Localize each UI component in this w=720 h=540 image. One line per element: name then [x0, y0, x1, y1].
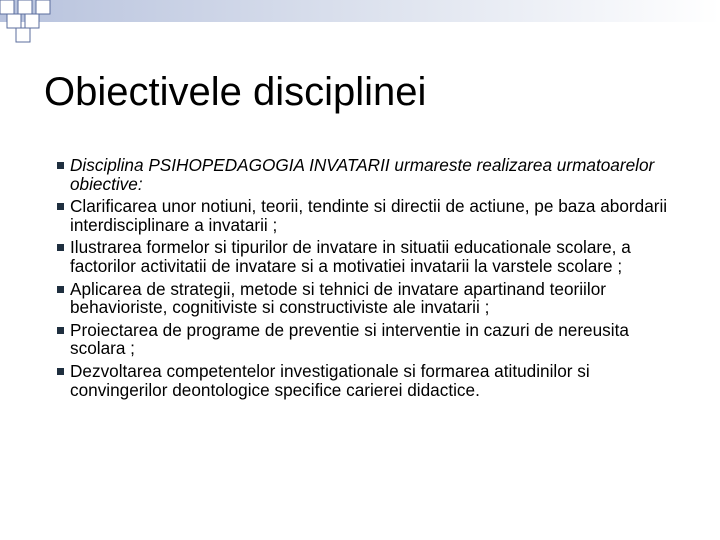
square-bullet-icon: [57, 327, 64, 334]
objectives-list: [57, 156, 687, 403]
slide-title: Obiectivele disciplinei: [44, 70, 427, 114]
list-item-text: Ilustrarea formelor si tipurilor de invatare in situatii educationale scolare, a factorilor activitatii de invatare si a motivatiei invatarii la varstele scolare ;: [70, 237, 631, 276]
list-item-text: Clarificarea unor notiuni, teorii, tendinte si directii de actiune, pe baza abordarii interdisciplinare a invatarii ;: [70, 196, 668, 235]
square-bullet-icon: [57, 286, 64, 293]
list-item: [57, 362, 687, 399]
list-item: [57, 238, 687, 275]
square-bullet-icon: [57, 244, 64, 251]
list-item: [57, 197, 687, 234]
square-bullet-icon: [57, 368, 64, 375]
title-decoration: [0, 0, 720, 50]
list-item: [57, 156, 687, 193]
list-item: [57, 280, 687, 317]
list-item: [57, 321, 687, 358]
list-item-text: Aplicarea de strategii, metode si tehnici de invatare apartinand teoriilor behavioriste, cognitiviste si constructiviste ale invatarii ;: [70, 278, 606, 318]
list-item-text: Dezvoltarea competentelor investigationale si formarea atitudinilor si convingerilor deontologice specifice carierei didactice.: [70, 360, 590, 400]
square-bullet-icon: [57, 162, 64, 169]
list-item-text: Disciplina PSIHOPEDAGOGIA INVATARII urmareste realizarea urmatoarelor obiective:: [70, 155, 655, 194]
list-item-text: Proiectarea de programe de preventie si interventie in cazuri de nereusita scolara ;: [70, 319, 629, 359]
square-bullet-icon: [57, 203, 64, 210]
